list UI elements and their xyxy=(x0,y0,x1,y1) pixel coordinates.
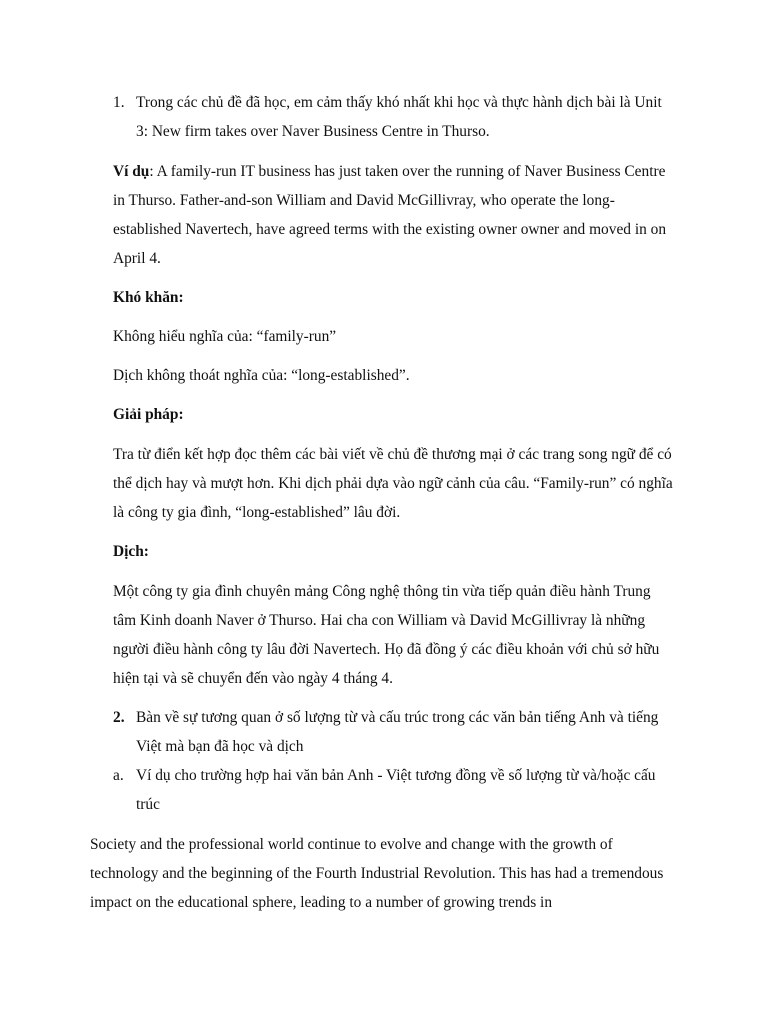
numbered-item-1 xyxy=(113,88,673,146)
list-number: 2. xyxy=(113,709,125,726)
example-label: Ví dụ xyxy=(113,163,150,180)
lettered-item-a xyxy=(113,761,673,819)
difficulty-line-2: Dịch không thoát nghĩa của: “long-established”. xyxy=(113,367,410,384)
difficulty-line-1: Không hiểu nghĩa của: “family-run” xyxy=(113,328,337,345)
example-text: : A family-run IT business has just taken over the running of Naver Business Centre in Thurso. Father-and-son William and David McGillivray, who operate the long-established Navertech, have agreed terms with the existing owner owner and moved in on April 4. xyxy=(113,163,667,267)
closing-paragraph: Society and the professional world continue to evolve and change with the growth of technology and the beginning of the Fourth Industrial Revolution. This has had a tremendous impact on the educational sphere, leading to a number of growing trends in xyxy=(90,836,664,911)
list-letter: a. xyxy=(113,767,124,784)
numbered-item-2 xyxy=(113,703,673,761)
translation-heading: Dịch: xyxy=(113,543,149,560)
list-item-text: Ví dụ cho trường hợp hai văn bản Anh - Việt tương đồng về số lượng từ và/hoặc cấu trúc xyxy=(136,767,656,813)
list-item-text: Trong các chủ đề đã học, em cảm thấy khó nhất khi học và thực hành dịch bài là Unit 3: New firm takes over Naver Business Centre in Thurso. xyxy=(136,94,662,140)
example-paragraph xyxy=(113,157,673,273)
difficulty-heading: Khó khăn: xyxy=(113,289,184,306)
solution-paragraph: Tra từ điển kết hợp đọc thêm các bài viết về chủ đề thương mại ở các trang song ngữ để có thể dịch hay và mượt hơn. Khi dịch phải dựa vào ngữ cảnh của câu. “Family-run” có nghĩa là công ty gia đình, “long-established” lâu đời. xyxy=(113,446,673,521)
solution-heading: Giải pháp: xyxy=(113,406,184,423)
list-item-text: Bàn về sự tương quan ở số lượng từ và cấu trúc trong các văn bản tiếng Anh và tiếng Việt mà bạn đã học và dịch xyxy=(136,709,659,755)
list-number: 1. xyxy=(113,94,125,111)
translation-paragraph: Một công ty gia đình chuyên mảng Công nghệ thông tin vừa tiếp quản điều hành Trung tâm Kinh doanh Naver ở Thurso. Hai cha con William và David McGillivray là những người điều hành công ty lâu đời Navertech. Họ đã đồng ý các điều khoản với chủ sở hữu hiện tại và sẽ chuyển đến vào ngày 4 tháng 4. xyxy=(113,583,660,687)
